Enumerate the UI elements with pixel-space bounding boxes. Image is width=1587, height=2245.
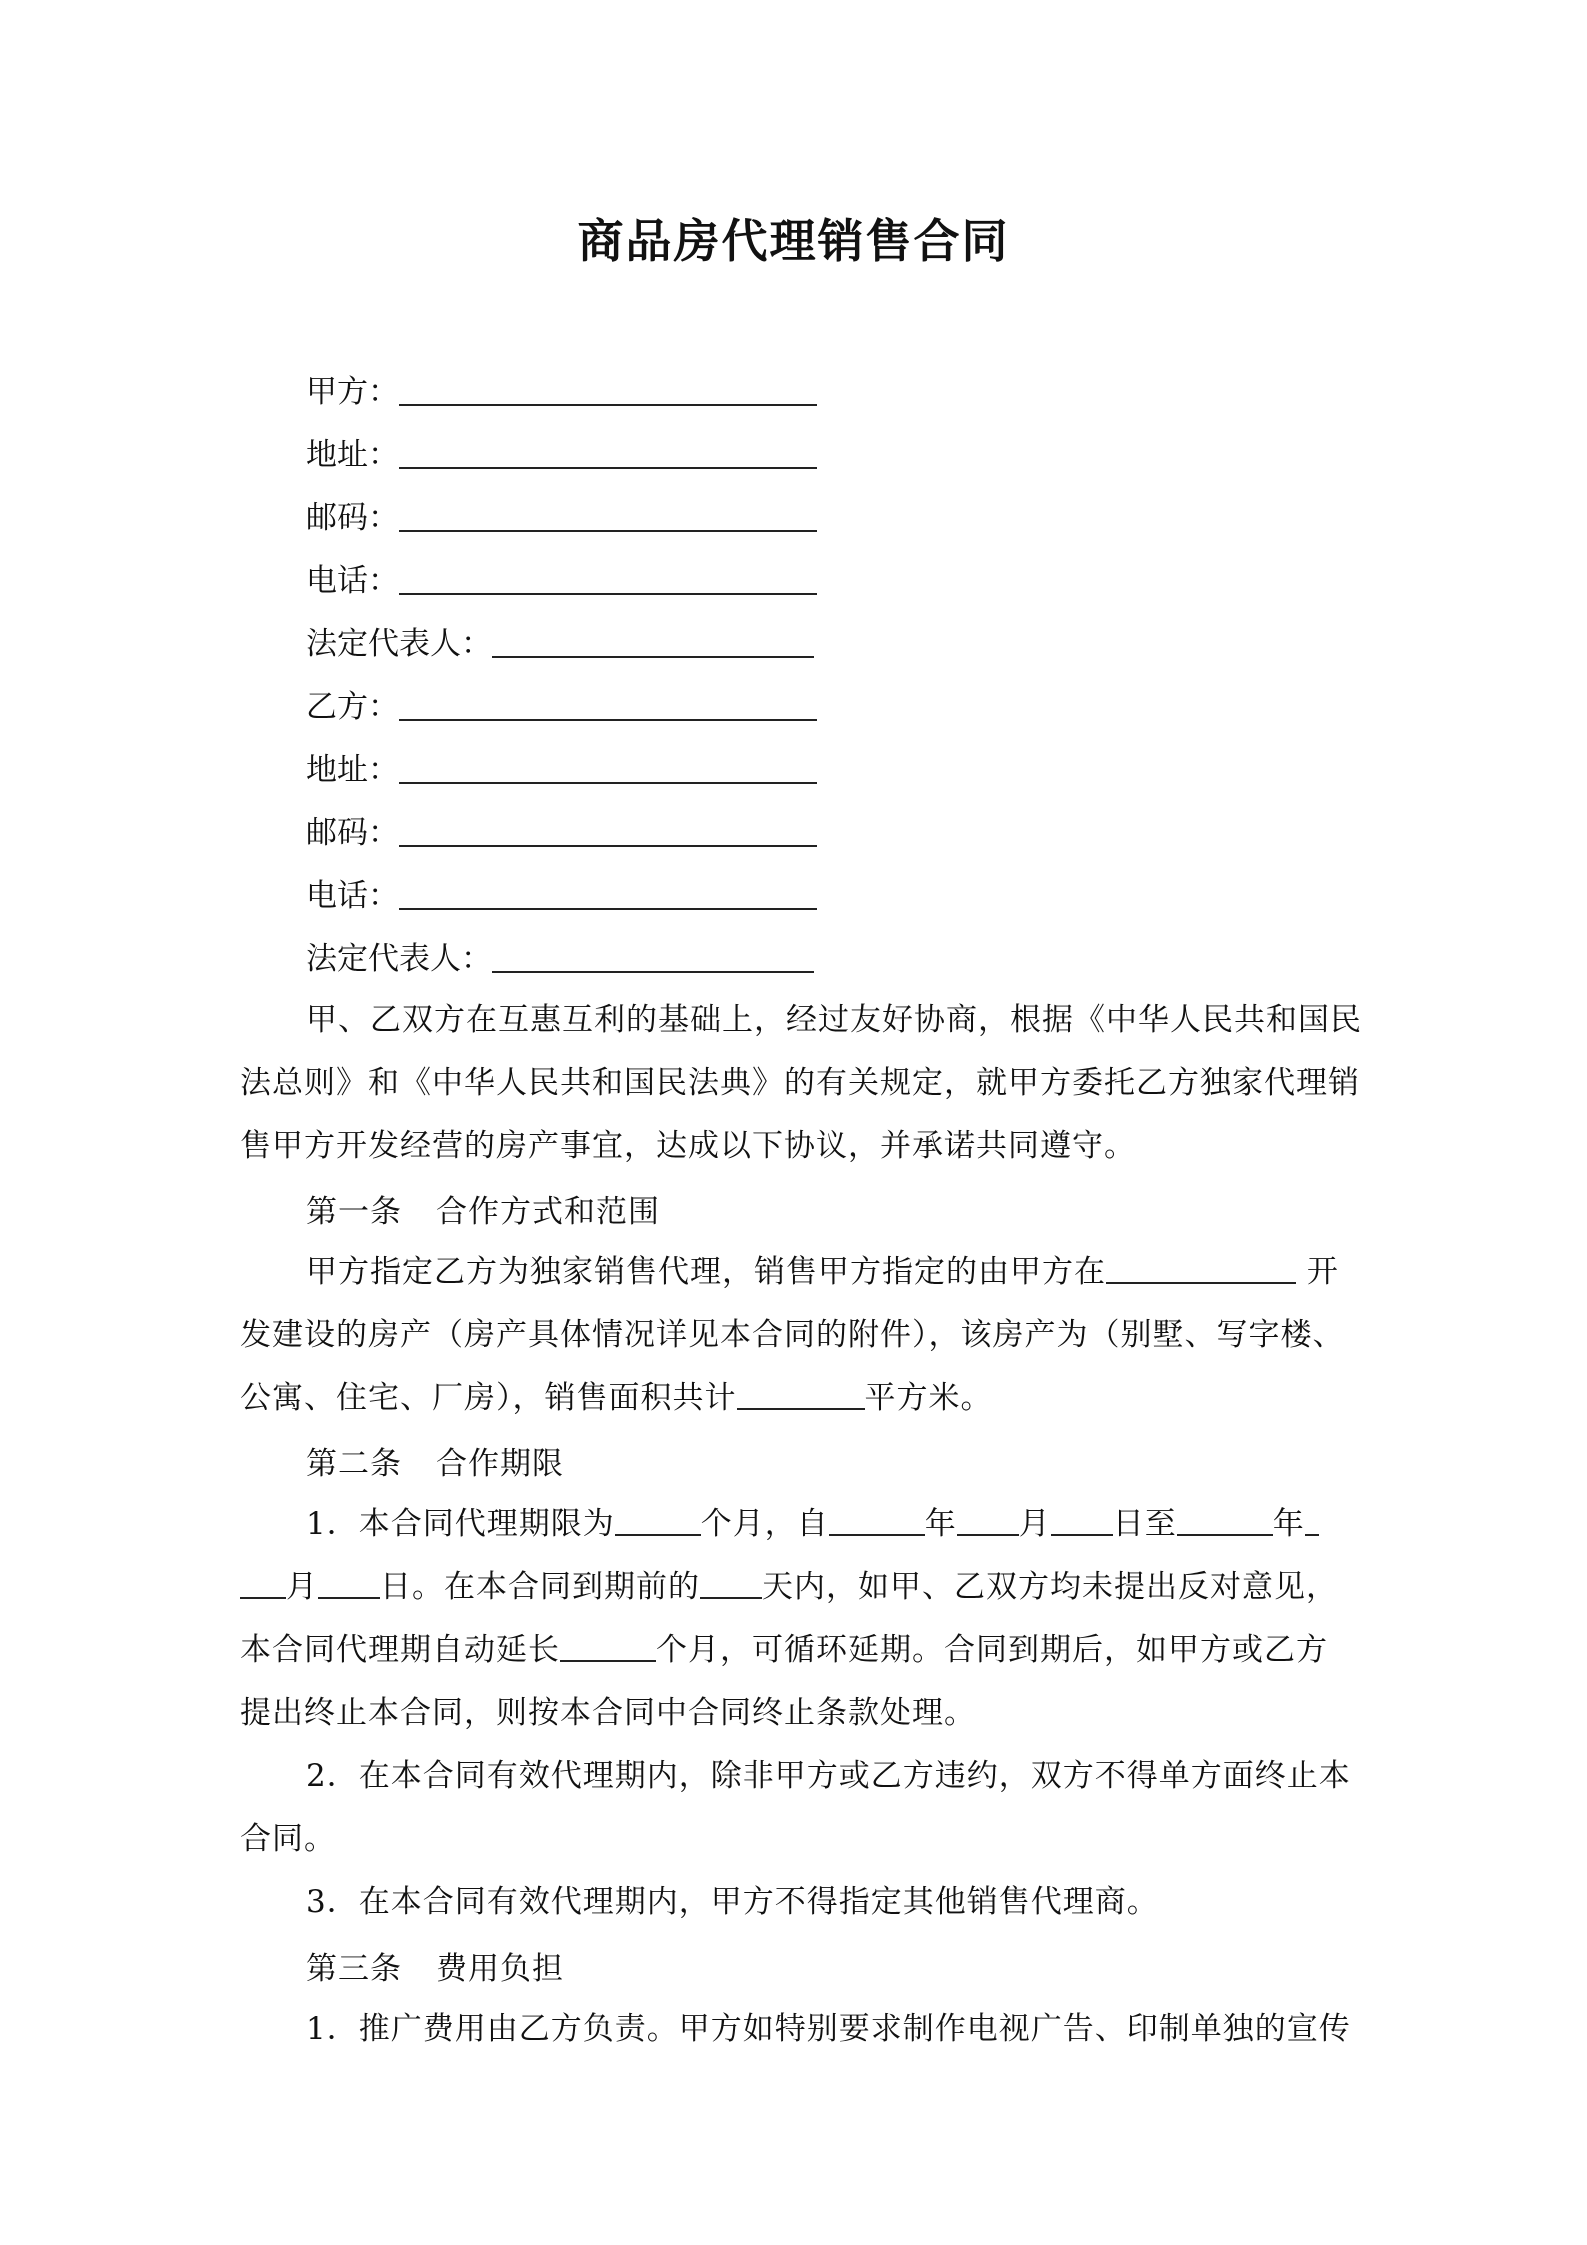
party-b-rep-label: 法定代表人： <box>306 941 492 977</box>
article-1-line-3-suffix: 平方米。 <box>864 1380 993 1416</box>
party-a-postcode-label: 邮码： <box>306 500 399 536</box>
party-b-label: 乙方： <box>306 689 399 725</box>
article-1-line-2: 发建设的房产（房产具体情况详见本合同的附件），该房产为（别墅、写字楼、 <box>240 1317 1345 1353</box>
article-2-clause-1-line-3 <box>240 1619 1350 1682</box>
article-2-clause-2-line-2: 合同。 <box>240 1821 336 1857</box>
party-b-address-label: 地址： <box>306 752 399 788</box>
end-year-blank[interactable] <box>1177 1504 1273 1536</box>
clause-1-text-e: 日至 <box>1112 1506 1177 1542</box>
party-a-postcode-blank[interactable] <box>399 530 817 532</box>
article-1-body <box>240 1241 1350 1430</box>
clause-1-text-b: 个月，自 <box>700 1506 829 1542</box>
article-3-title: 费用负担 <box>436 1951 564 1987</box>
article-1-heading <box>306 1190 660 1234</box>
party-b-blank[interactable] <box>399 719 817 721</box>
party-a-phone-label: 电话： <box>306 563 399 599</box>
party-b-field <box>306 685 817 729</box>
article-3-heading <box>306 1947 564 1991</box>
article-1-number: 第一条 <box>306 1194 402 1230</box>
party-a-rep-label: 法定代表人： <box>306 626 492 662</box>
document-title: 商品房代理销售合同 <box>577 214 1010 268</box>
article-2-clause-2-line-1: 2．在本合同有效代理期内，除非甲方或乙方违约，双方不得单方面终止本 <box>306 1758 1351 1794</box>
article-2-clause-1-line-4: 提出终止本合同，则按本合同中合同终止条款处理。 <box>240 1695 976 1731</box>
party-a-address-blank[interactable] <box>399 467 817 469</box>
article-1-line-3 <box>240 1367 1350 1430</box>
extension-months-blank[interactable] <box>560 1630 656 1662</box>
clause-1-text-c: 年 <box>924 1506 957 1542</box>
article-1-line-1-suffix: 开 <box>1296 1254 1339 1290</box>
intro-line-3: 售甲方开发经营的房产事宜，达成以下协议，并承诺共同遵守。 <box>240 1128 1136 1164</box>
clause-1-text-g: 月 <box>286 1569 318 1605</box>
party-a-phone-blank[interactable] <box>399 593 817 595</box>
area-blank[interactable] <box>737 1378 865 1410</box>
clause-1-text-h: 日。在本合同到期前的 <box>380 1569 700 1605</box>
party-a-rep-field <box>306 622 814 666</box>
article-3-clause-1-line-1: 1．推广费用由乙方负责。甲方如特别要求制作电视广告、印制单独的宣传 <box>306 2011 1351 2047</box>
article-3-number: 第三条 <box>306 1951 402 1987</box>
party-a-label: 甲方： <box>306 374 399 410</box>
party-a-rep-blank[interactable] <box>492 656 814 658</box>
start-year-blank[interactable] <box>829 1504 925 1536</box>
article-1-line-1 <box>240 1241 1350 1304</box>
party-a-address-label: 地址： <box>306 437 399 473</box>
start-day-blank[interactable] <box>1051 1504 1113 1536</box>
end-day-blank[interactable] <box>318 1567 380 1599</box>
party-b-postcode-label: 邮码： <box>306 815 399 851</box>
party-b-address-field <box>306 748 817 792</box>
party-a-blank[interactable] <box>399 404 817 406</box>
article-2-heading <box>306 1442 564 1486</box>
party-a-address-field <box>306 433 817 477</box>
party-b-rep-field <box>306 937 814 981</box>
intro-line-1: 甲、乙双方在互惠互利的基础上，经过友好协商，根据《中华人民共和国民 <box>306 1002 1362 1038</box>
clause-1-text-a: 1．本合同代理期限为 <box>306 1506 615 1542</box>
end-month-blank-start[interactable] <box>1305 1504 1319 1536</box>
notice-days-blank[interactable] <box>700 1567 762 1599</box>
intro-paragraph <box>240 989 1362 1178</box>
clause-1-text-d: 月 <box>1018 1506 1051 1542</box>
party-b-phone-blank[interactable] <box>399 908 817 910</box>
party-b-address-blank[interactable] <box>399 782 817 784</box>
party-b-phone-label: 电话： <box>306 878 399 914</box>
intro-line-2: 法总则》和《中华人民共和国民法典》的有关规定，就甲方委托乙方独家代理销 <box>240 1065 1360 1101</box>
clause-1-text-k: 个月，可循环延期。合同到期后，如甲方或乙方 <box>656 1632 1328 1668</box>
party-b-postcode-blank[interactable] <box>399 845 817 847</box>
article-2-clause-3: 3．在本合同有效代理期内，甲方不得指定其他销售代理商。 <box>306 1884 1159 1920</box>
party-b-postcode-field <box>306 811 817 855</box>
party-b-phone-field <box>306 874 817 918</box>
article-2-body <box>240 1493 1350 1934</box>
end-month-blank[interactable] <box>240 1567 286 1599</box>
article-1-line-3-text: 公寓、住宅、厂房），销售面积共计 <box>240 1380 737 1416</box>
clause-1-text-f: 年 <box>1272 1506 1305 1542</box>
article-2-clause-1-line-2 <box>240 1556 1350 1619</box>
article-1-title: 合作方式和范围 <box>436 1194 660 1230</box>
article-2-title: 合作期限 <box>436 1446 564 1482</box>
clause-1-text-j: 本合同代理期自动延长 <box>240 1632 560 1668</box>
article-2-number: 第二条 <box>306 1446 402 1482</box>
party-a-postcode-field <box>306 496 817 540</box>
party-b-rep-blank[interactable] <box>492 971 814 973</box>
clause-1-text-i: 天内，如甲、乙双方均未提出反对意见， <box>762 1569 1338 1605</box>
start-month-blank[interactable] <box>957 1504 1019 1536</box>
article-3-body <box>240 1998 1350 2061</box>
article-1-line-1-text: 甲方指定乙方为独家销售代理，销售甲方指定的由甲方在 <box>306 1254 1106 1290</box>
term-months-blank[interactable] <box>615 1504 701 1536</box>
location-blank[interactable] <box>1106 1252 1296 1284</box>
party-a-phone-field <box>306 559 817 603</box>
article-2-clause-1-line-1 <box>240 1493 1350 1556</box>
party-a-field <box>306 370 817 414</box>
